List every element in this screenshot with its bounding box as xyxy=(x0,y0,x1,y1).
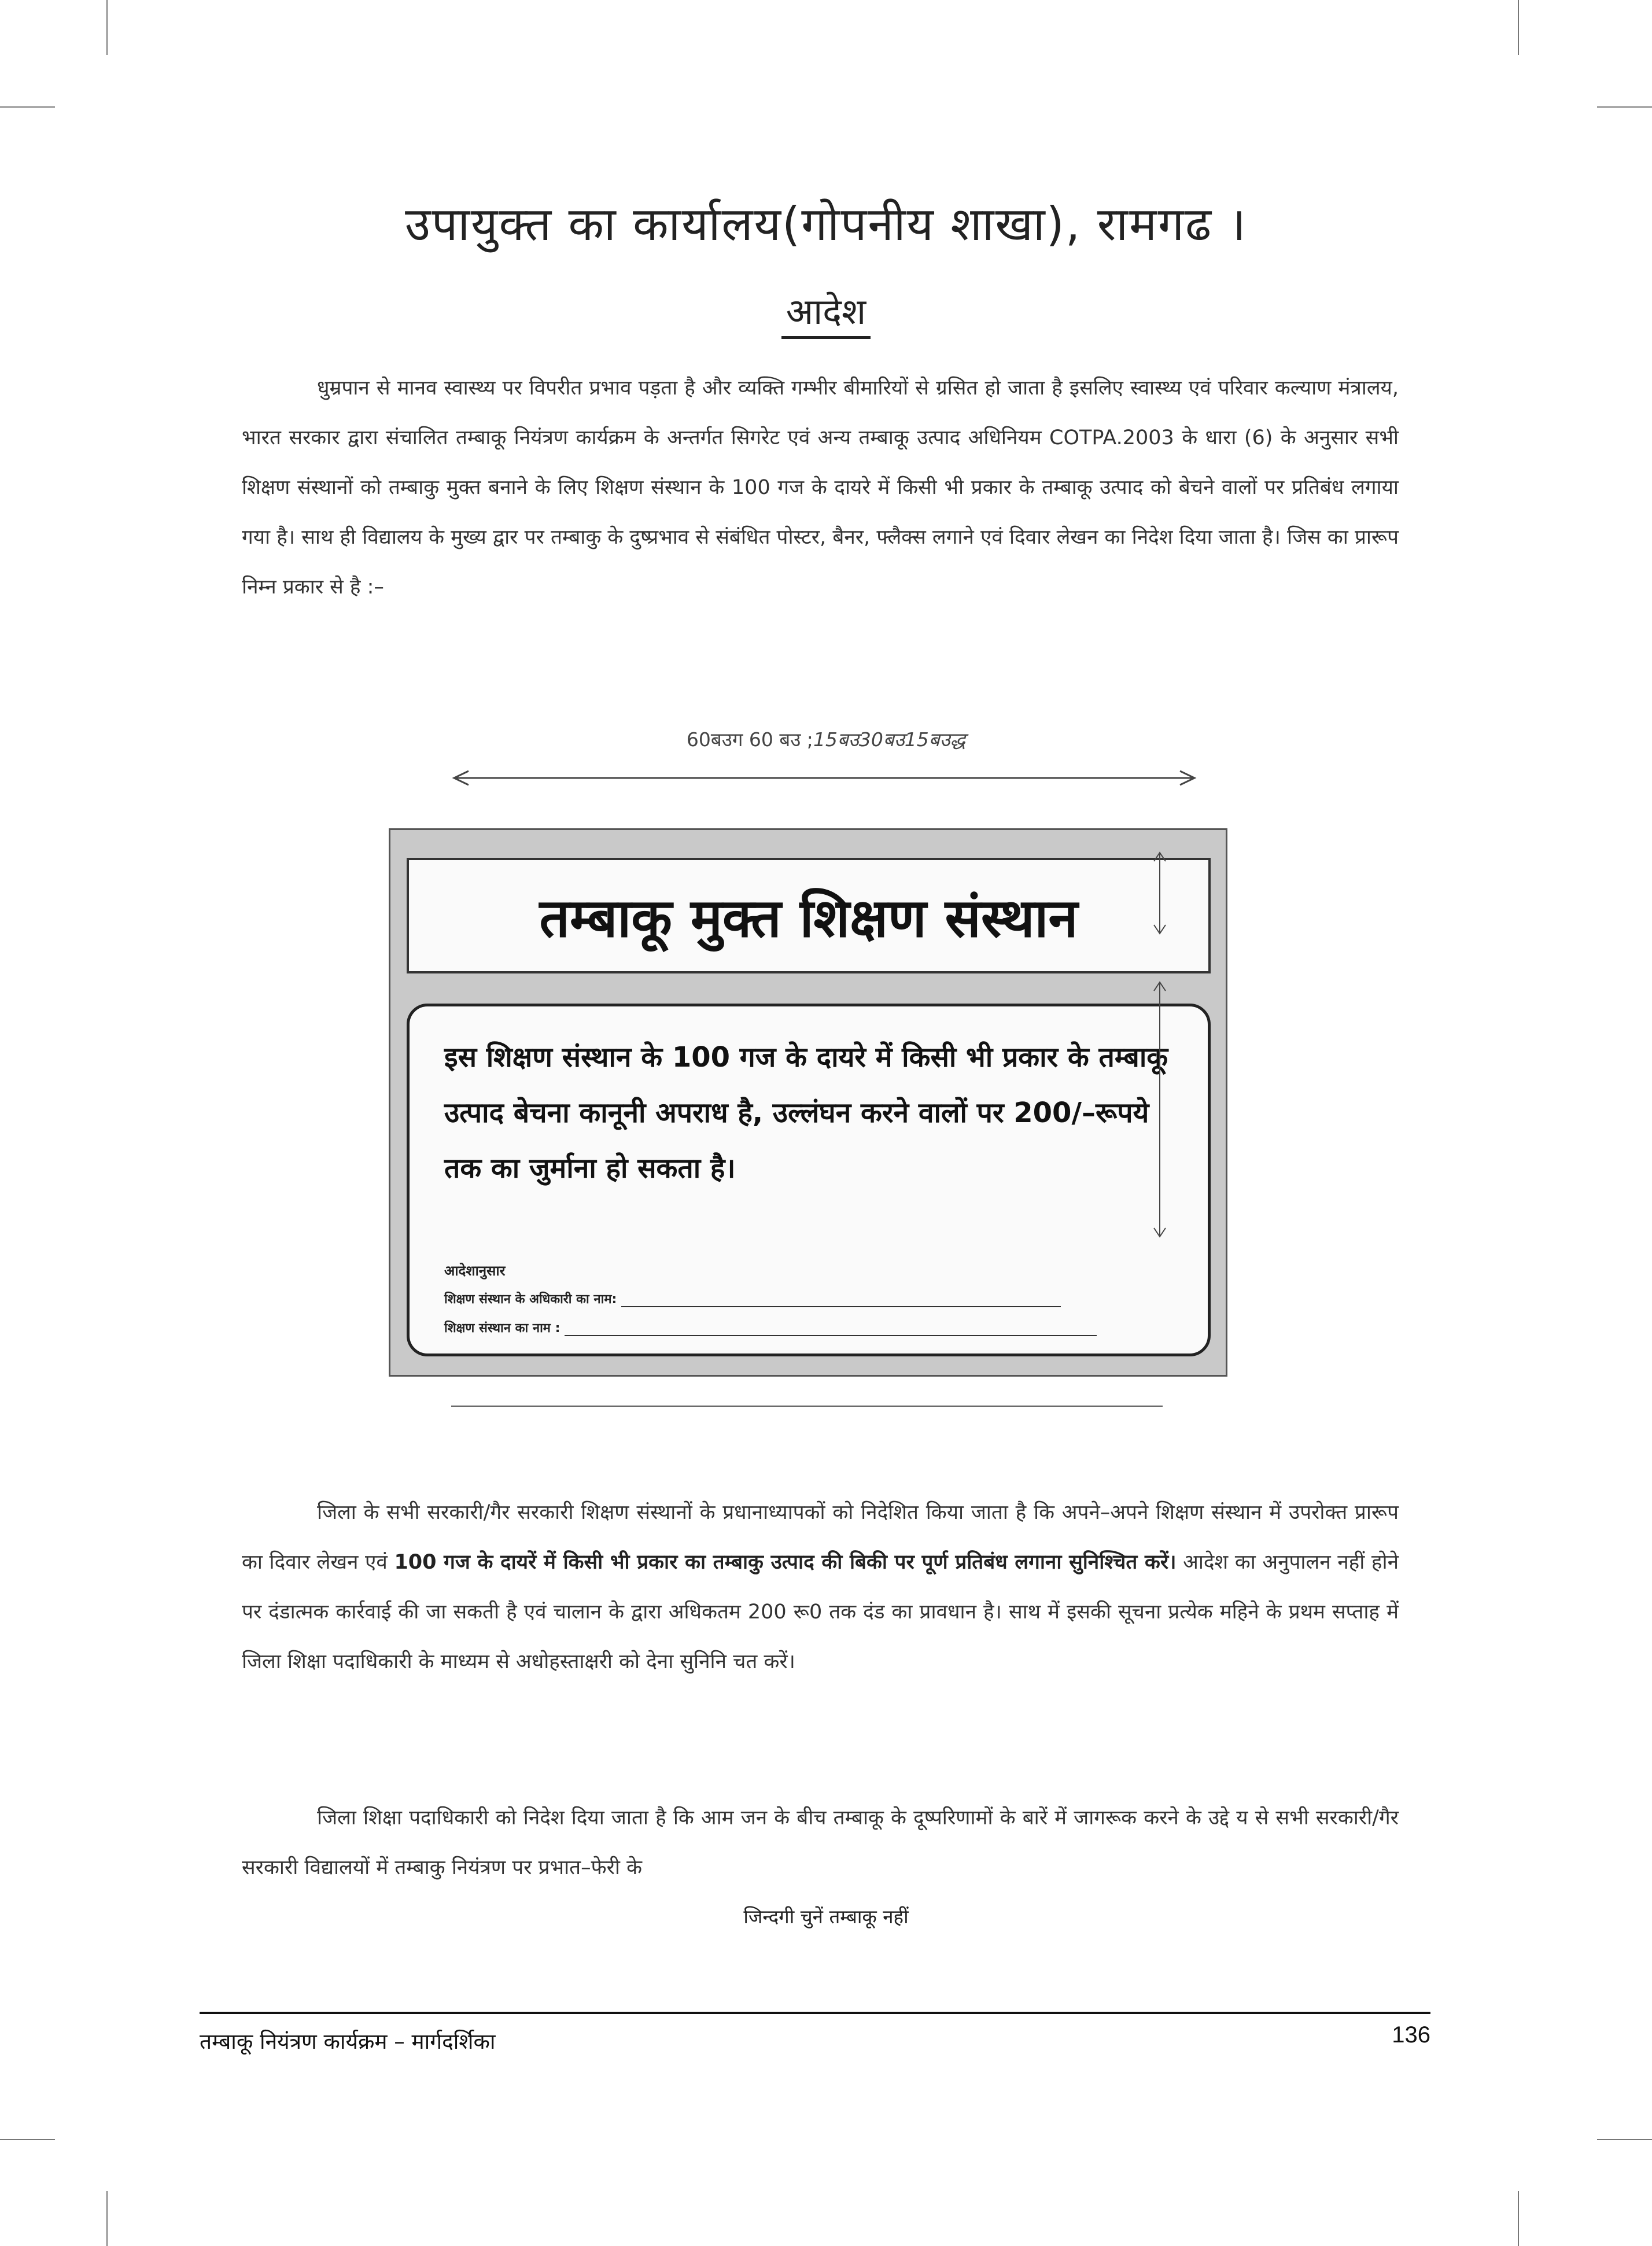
height-arrow xyxy=(1148,850,1171,936)
footer-rule xyxy=(200,2012,1430,2014)
dimension-arrow xyxy=(451,769,1197,787)
field-line xyxy=(565,1329,1097,1336)
field-official-name-label: शिक्षण संस्थान के अधिकारी का नाम: xyxy=(444,1292,617,1307)
field-official-name xyxy=(444,1290,1061,1307)
order-heading xyxy=(0,286,1652,335)
crop-mark xyxy=(1597,106,1652,108)
page-number: 136 xyxy=(1392,2022,1430,2048)
sign-figure xyxy=(389,828,1227,1377)
figure-underline xyxy=(451,1406,1163,1407)
paragraph-2-text-start: जिला के सभी सरकारी/गैर सरकारी शिक्षण संस्थानों के प्रधानाध्यापकों को निदेशित किया जाता है कि अपने–अपने शिक्षण संस्थान में उपरोक्त प्रारूप का दिवार लेखन एवं xyxy=(242,1501,1399,1574)
page-title: उपायुक्त का कार्यालय(गोपनीय शाखा), रामगढ । xyxy=(405,197,1247,251)
field-line xyxy=(621,1300,1061,1307)
crop-mark xyxy=(1518,0,1519,55)
order-heading-text: आदेश xyxy=(781,290,871,339)
crop-mark xyxy=(106,0,108,55)
dimension-label-text: 60बउग 60 बउ ; xyxy=(686,728,813,751)
slogan: जिन्दगी चुनें तम्बाकू नहीं xyxy=(743,1905,909,1928)
sign-title: तम्बाकू मुक्त शिक्षण संस्थान xyxy=(539,887,1078,949)
paragraph-3-text: जिला शिक्षा पदाधिकारी को निदेश दिया जाता है कि आम जन के बीच तम्बाकू के दूष्परिणामों के बारें में जागरूक करने के उद्दे य से सभी सरकारी/गैर सरकारी विद्यालयों में तम्बाकु नियंत्रण पर प्रभात–फेरी के xyxy=(242,1806,1399,1879)
paragraph-1 xyxy=(242,363,1399,612)
crop-mark xyxy=(1597,2139,1652,2140)
paragraph-2-bold: 100 गज के दायरें में किसी भी प्रकार का तम्बाकु उत्पाद की बिकी पर पूर्ण प्रतिबंध लगाना सुनिश्चित करें। xyxy=(394,1551,1177,1574)
paragraph-1-text: धुम्रपान से मानव स्वास्थ्य पर विपरीत प्रभाव पड़ता है और व्यक्ति गम्भीर बीमारियों से ग्रसित हो जाता है इसलिए स्वास्थ्य एवं परिवार कल्याण मंत्रालय, भारत सरकार द्वारा संचालित तम्बाकू नियंत्रण कार्यक्रम के अन्तर्गत सिगरेट एवं अन्य तम्बाकू उत्पाद अधिनियम COTPA.2003 के धारा (6) के अनुसार सभी शिक्षण संस्थानों को तम्बाकु मुक्त बनाने के लिए शिक्षण संस्थान के 100 गज के दायरे में किसी भी प्रकार के तम्बाकू उत्पाद को बेचने वालों पर प्रतिबंध लगाया गया है। साथ ही विद्यालय के मुख्य द्वार पर तम्बाकु के दुष्प्रभाव से संबंधित पोस्टर, बैनर, फ्लैक्स लगाने एवं दिवार लेखन का निदेश दिया जाता है। जिस का प्रारूप निम्न प्रकार से है :– xyxy=(242,377,1399,599)
dimension-label xyxy=(0,726,1652,752)
paragraph-2 xyxy=(242,1488,1399,1687)
crop-mark xyxy=(106,2191,108,2246)
footer-title: तम्बाकू नियंत्रण कार्यक्रम – मार्गदर्शिका xyxy=(200,2029,496,2054)
dimension-label-italic: 15बउ30बउ15बउद्ध xyxy=(813,728,966,751)
height-arrow xyxy=(1148,979,1171,1240)
crop-mark xyxy=(0,2139,55,2140)
paragraph-2-text-end: आदेश का अनुपालन नहीं होने पर दंडात्मक कार्रवाई की जा सकती है एवं चालान के द्वारा अधिकतम 200 रू0 तक दंड का प्रावधान है। साथ में इसकी सूचना प्रत्येक महिने के प्रथम सप्ताह में जिला शिक्षा पदाधिकारी के माध्यम से अधोहस्ताक्षरी को देना सुनिनि चत करें। xyxy=(242,1551,1399,1673)
crop-mark xyxy=(0,106,55,108)
field-institution-name xyxy=(444,1319,1097,1336)
sign-body-panel xyxy=(407,1004,1211,1356)
sign-title-panel xyxy=(407,858,1211,973)
paragraph-3 xyxy=(242,1793,1399,1893)
field-institution-name-label: शिक्षण संस्थान का नाम : xyxy=(444,1321,560,1336)
crop-mark xyxy=(1518,2191,1519,2246)
sign-text: इस शिक्षण संस्थान के 100 गज के दायरे में किसी भी प्रकार के तम्बाकू उत्पाद बेचना कानूनी अपराध है, उल्लंघन करने वालों पर 200/–रूपये तक का जुर्माना हो सकता है। xyxy=(444,1041,1168,1185)
order-label: आदेशानुसार xyxy=(444,1263,506,1279)
